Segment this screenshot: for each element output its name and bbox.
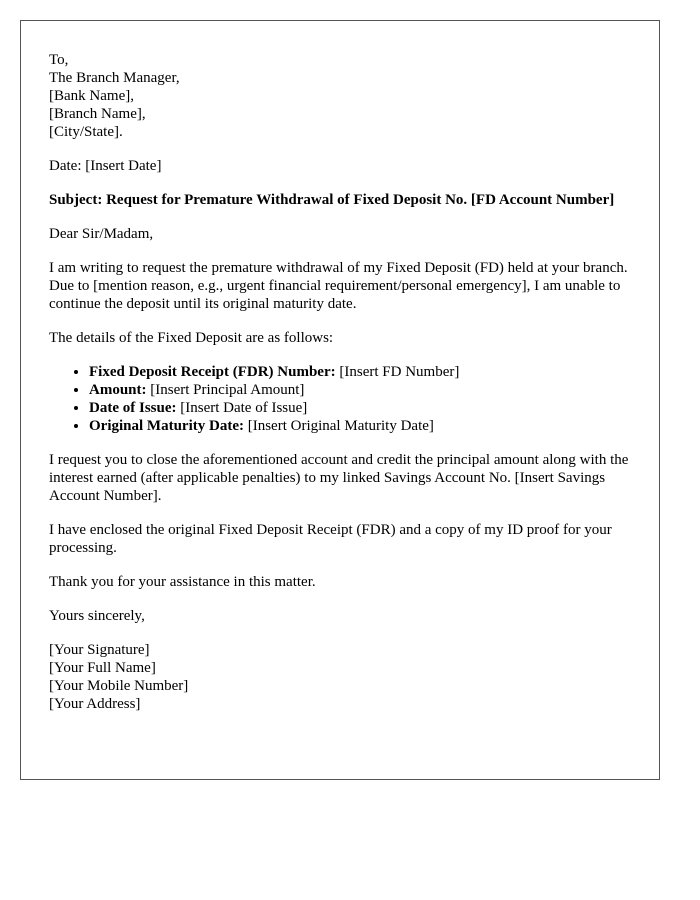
body-paragraph-3: I have enclosed the original Fixed Deposit Receipt (FDR) and a copy of my ID proof for your processing. <box>49 522 612 556</box>
detail-value: [Insert Date of Issue] <box>176 400 308 416</box>
address-line: To, <box>49 52 69 68</box>
detail-value: [Insert FD Number] <box>335 364 460 380</box>
details-intro: The details of the Fixed Deposit are as follows: <box>49 330 334 346</box>
body-paragraph-4: Thank you for your assistance in this matter. <box>49 574 316 590</box>
details-list <box>49 363 631 435</box>
closing-line: Yours sincerely, <box>49 608 145 624</box>
salutation: Dear Sir/Madam, <box>49 226 154 242</box>
address-line: [City/State]. <box>49 124 123 140</box>
list-item <box>89 417 631 435</box>
address-line: [Branch Name], <box>49 106 146 122</box>
body-paragraph-1: I am writing to request the premature withdrawal of my Fixed Deposit (FD) held at your branch. Due to [mention reason, e.g., urgent financial requirement/personal emergency], I am unable to continue the deposit until its original maturity date. <box>49 260 628 312</box>
body-paragraph-2: I request you to close the aforementioned account and credit the principal amount along with the interest earned (after applicable penalties) to my linked Savings Account No. [Insert Savings Account Number]. <box>49 452 629 504</box>
list-item <box>89 381 631 399</box>
detail-value: [Insert Principal Amount] <box>146 382 305 398</box>
letter-document <box>20 20 660 780</box>
subject-line: Subject: Request for Premature Withdrawal of Fixed Deposit No. [FD Account Number] <box>49 192 615 208</box>
signature-line: [Your Mobile Number] <box>49 678 189 694</box>
detail-label: Original Maturity Date: <box>89 418 244 434</box>
detail-label: Fixed Deposit Receipt (FDR) Number: <box>89 364 336 380</box>
address-line: [Bank Name], <box>49 88 134 104</box>
list-item <box>89 399 631 417</box>
detail-value: [Insert Original Maturity Date] <box>243 418 434 434</box>
signature-line: [Your Full Name] <box>49 660 156 676</box>
signature-line: [Your Address] <box>49 696 141 712</box>
detail-label: Amount: <box>89 382 147 398</box>
signature-block <box>49 641 631 713</box>
detail-label: Date of Issue: <box>89 400 177 416</box>
list-item <box>89 363 631 381</box>
address-line: The Branch Manager, <box>49 70 180 86</box>
recipient-address <box>49 51 631 141</box>
signature-line: [Your Signature] <box>49 642 150 658</box>
date-line: Date: [Insert Date] <box>49 158 162 174</box>
